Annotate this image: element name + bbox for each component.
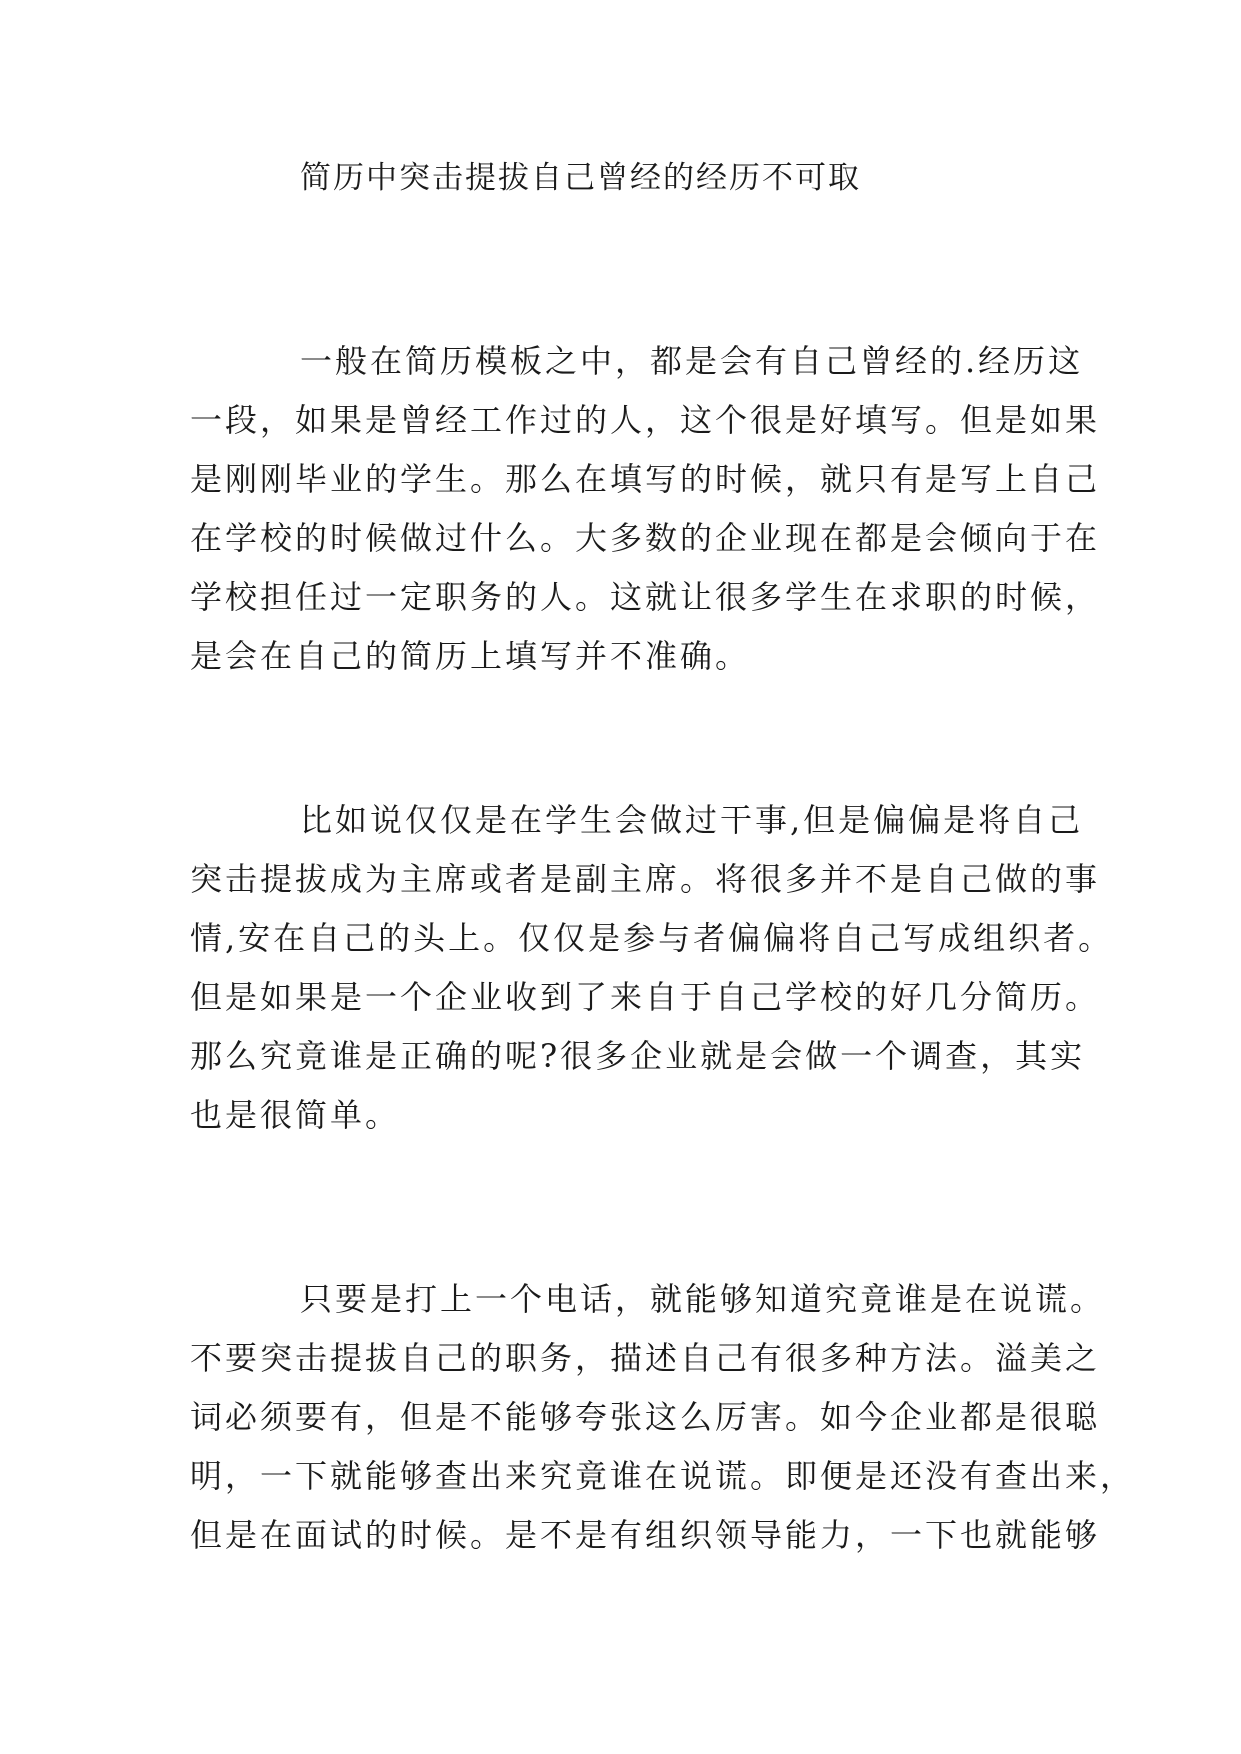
paragraph-line: 明，一下就能够查出来究竟谁在说谎。即便是还没有查出来，	[190, 1457, 1136, 1495]
paragraph-line: 比如说仅仅是在学生会做过干事,但是偏偏是将自己	[300, 801, 1084, 839]
paragraph-line: 在学校的时候做过什么。大多数的企业现在都是会倾向于在	[190, 519, 1101, 557]
paragraph-3	[190, 1270, 1136, 1565]
paragraph-line: 但是如果是一个企业收到了来自于自己学校的好几分简历。	[190, 978, 1101, 1016]
paragraph-line: 词必须要有，但是不能够夸张这么厉害。如今企业都是很聪	[190, 1398, 1101, 1436]
paragraph-line: 情,安在自己的头上。仅仅是参与者偏偏将自己写成组织者。	[190, 919, 1114, 957]
paragraph-line: 不要突击提拔自己的职务，描述自己有很多种方法。溢美之	[190, 1339, 1101, 1377]
paragraph-line: 一般在简历模板之中，都是会有自己曾经的.经历这	[300, 342, 1084, 380]
paragraph-line: 也是很简单。	[190, 1096, 401, 1134]
paragraph-line: 是会在自己的简历上填写并不准确。	[190, 637, 751, 675]
paragraph-1	[190, 332, 1101, 686]
paragraph-line: 是刚刚毕业的学生。那么在填写的时候，就只有是写上自己	[190, 460, 1101, 498]
paragraph-2	[190, 791, 1114, 1145]
paragraph-line: 那么究竟谁是正确的呢?很多企业就是会做一个调查，其实	[190, 1037, 1086, 1075]
document-title: 简历中突击提拔自己曾经的经历不可取	[300, 160, 861, 196]
paragraph-line: 一段，如果是曾经工作过的人，这个很是好填写。但是如果	[190, 401, 1101, 439]
paragraph-line: 只要是打上一个电话，就能够知道究竟谁是在说谎。	[300, 1280, 1106, 1318]
paragraph-line: 但是在面试的时候。是不是有组织领导能力，一下也就能够	[190, 1516, 1101, 1554]
paragraph-line: 突击提拔成为主席或者是副主席。将很多并不是自己做的事	[190, 860, 1101, 898]
paragraph-line: 学校担任过一定职务的人。这就让很多学生在求职的时候，	[190, 578, 1101, 616]
